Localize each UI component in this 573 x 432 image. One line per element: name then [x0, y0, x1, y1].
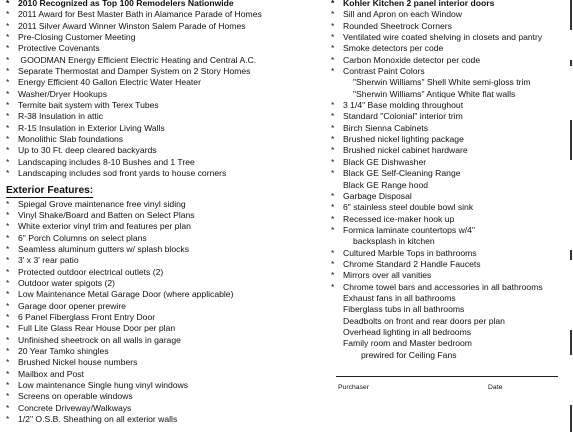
signature-block: [336, 376, 560, 389]
list-item-text: Spiegal Grove maintenance free vinyl siding: [18, 198, 186, 209]
list-item-text: Chrome Standard 2 Handle Faucets: [343, 258, 481, 269]
list-item-text: 3 1/4" Base molding throughout: [343, 100, 464, 111]
list-item: [6, 301, 326, 312]
partial-award-line: * 2010 Recognized as Top 100 Remodelers Nationwide: [6, 0, 234, 8]
bullet-star: *: [6, 134, 10, 145]
bullet-star: *: [6, 380, 10, 390]
list-item: [331, 157, 569, 168]
list-item: [6, 168, 326, 179]
list-item: [331, 225, 569, 236]
bullet-star: *: [331, 9, 335, 20]
list-item: [6, 89, 326, 100]
list-item-text: Concrete Driveway/Walkways: [18, 402, 132, 413]
list-item: [6, 255, 326, 266]
list-item: [331, 100, 569, 111]
list-item-text: Garbage Disposal: [343, 190, 412, 201]
bullet-star: *: [6, 88, 10, 99]
bullet-star: *: [6, 232, 10, 243]
list-item: [331, 77, 569, 88]
bullet-star: *: [6, 0, 10, 8]
list-item-text: Energy Efficient 40 Gallon Electric Water Heater: [18, 77, 201, 88]
list-item-text: Low maintenance Single hung vinyl windows: [18, 380, 189, 390]
bullet-star: *: [6, 198, 10, 209]
standard-features-list: [6, 9, 326, 179]
interior-features-list: [331, 9, 569, 361]
list-item-text: Separate Thermostat and Damper System on 2 Story Homes: [18, 66, 251, 77]
list-item-text: R-38 Insulation in attic: [18, 111, 104, 122]
bullet-star: *: [6, 368, 10, 379]
list-item-text: Sill and Apron on each Window: [343, 9, 462, 20]
bullet-star: *: [6, 9, 10, 20]
list-item-text: Exhaust fans in all bathrooms: [343, 292, 456, 303]
list-item-text: "Sherwin Williams" Antique White flat walls: [353, 88, 516, 99]
list-item: [331, 304, 569, 315]
bullet-star: *: [6, 145, 10, 156]
bullet-star: *: [6, 221, 10, 232]
bullet-star: *: [331, 156, 335, 167]
partial-top-line: * Kohler Kitchen 2 panel interior doors: [331, 0, 495, 8]
list-item-text: Rounded Sheetrock Corners: [343, 20, 452, 31]
list-item: [6, 357, 326, 368]
list-item: [6, 77, 326, 88]
bullet-star: *: [6, 100, 10, 111]
list-item-text: Black GE Dishwasher: [343, 156, 427, 167]
list-item: [331, 202, 569, 213]
list-item-text: R-15 Insulation in Exterior Living Walls: [18, 122, 165, 133]
list-item: [6, 199, 326, 210]
bullet-star: *: [331, 270, 335, 281]
list-item: [331, 32, 569, 43]
list-item-text: Pre-Closing Customer Meeting: [18, 32, 136, 43]
list-item-text: GOODMAN Energy Efficient Electric Heating and Central A.C.: [18, 54, 257, 65]
purchaser-label: Purchaser: [338, 384, 369, 391]
list-item-text: Standard "Colonial" interior trim: [343, 111, 463, 122]
list-item: [331, 21, 569, 32]
list-item-text: "Sherwin Williams" Shell White semi-gloss trim: [353, 77, 531, 88]
bullet-star: *: [331, 122, 335, 133]
date-label: Date: [488, 384, 503, 391]
bullet-star: *: [6, 323, 10, 334]
list-item: [6, 123, 326, 134]
list-item-text: Landscaping includes 8-10 Bushes and 1 Tree: [18, 156, 195, 167]
bullet-star: *: [331, 20, 335, 31]
bullet-star: *: [331, 54, 335, 65]
list-item: [6, 391, 326, 402]
bullet-star: *: [6, 43, 10, 54]
bullet-star: *: [6, 54, 10, 65]
bullet-star: *: [6, 414, 10, 425]
bullet-star: *: [331, 134, 335, 145]
list-item-text: Recessed ice-maker hook up: [343, 213, 455, 224]
scan-edge-marks: [569, 0, 573, 432]
list-item: [331, 236, 569, 247]
list-item: [6, 335, 326, 346]
list-item: [6, 289, 326, 300]
list-item: [331, 9, 569, 20]
list-item-text: Formica laminate countertops w/4": [343, 224, 476, 235]
list-item: [331, 66, 569, 77]
list-item: [6, 267, 326, 278]
list-item: [6, 414, 326, 425]
list-item-text: Overhead lighting in all bedrooms: [343, 326, 472, 337]
list-item: [331, 293, 569, 304]
bullet-star: *: [6, 402, 10, 413]
list-item: [331, 89, 569, 100]
list-item: [6, 43, 326, 54]
bullet-star: *: [6, 311, 10, 322]
list-item-text: Landscaping includes sod front yards to house corners: [18, 168, 227, 179]
list-item: [331, 134, 569, 145]
list-item: [6, 221, 326, 232]
list-item: [6, 66, 326, 77]
list-item: [6, 157, 326, 168]
list-item: [331, 282, 569, 293]
bullet-star: *: [331, 66, 335, 77]
list-item: [6, 210, 326, 221]
bullet-star: *: [331, 168, 335, 179]
list-item: [6, 380, 326, 391]
list-item: [6, 145, 326, 156]
list-item: [331, 316, 569, 327]
bullet-star: *: [6, 66, 10, 77]
bullet-star: *: [6, 300, 10, 311]
list-item: [6, 244, 326, 255]
bullet-star: *: [6, 32, 10, 43]
list-item-text: Protective Covenants: [18, 43, 100, 54]
bullet-star: *: [331, 145, 335, 156]
list-item-text: Smoke detectors per code: [343, 43, 444, 54]
bullet-star: *: [6, 209, 10, 220]
list-item: [331, 123, 569, 134]
list-item: [331, 55, 569, 66]
bullet-star: *: [331, 43, 335, 54]
list-item-text: 2011 Silver Award Winner Winston Salem Parade of Homes: [18, 20, 246, 31]
list-item: [6, 32, 326, 43]
bullet-star: *: [6, 243, 10, 254]
right-column: [331, 0, 569, 361]
list-item: [6, 323, 326, 334]
bullet-star: *: [6, 334, 10, 345]
list-item: [331, 43, 569, 54]
list-item-text: Black GE Self-Cleaning Range: [343, 168, 461, 179]
list-item-text: Termite bait system with Terex Tubes: [18, 100, 159, 111]
list-item: [331, 270, 569, 281]
bullet-star: *: [331, 100, 335, 111]
list-item: [331, 145, 569, 156]
list-item-text: Fiberglass tubs in all bathrooms: [343, 304, 465, 315]
list-item-text: Mirrors over all vanities: [343, 270, 432, 281]
left-column: [6, 0, 326, 425]
list-item-text: Washer/Dryer Hookups: [18, 88, 107, 99]
bullet-star: *: [331, 202, 335, 213]
list-item-text: Family room and Master bedroom: [343, 338, 472, 349]
bullet-star: *: [6, 289, 10, 300]
bullet-star: *: [6, 255, 10, 266]
list-item-text: Cultured Marble Tops in bathrooms: [343, 247, 477, 258]
list-item: [6, 233, 326, 244]
list-item: [6, 134, 326, 145]
bullet-star: *: [6, 357, 10, 368]
list-item: [6, 111, 326, 122]
list-item: [6, 9, 326, 20]
list-item-text: Unfinished sheetrock on all walls in garage: [18, 334, 181, 345]
bullet-star: *: [6, 122, 10, 133]
list-item: [331, 350, 569, 361]
bullet-star: *: [6, 77, 10, 88]
exterior-features-list: [6, 199, 326, 426]
list-item-text: 1/2" O.S.B. Sheathing on all exterior walls: [18, 414, 178, 425]
list-item-text: Garage door opener prewire: [18, 300, 126, 311]
list-item: [6, 403, 326, 414]
bullet-star: *: [6, 277, 10, 288]
bullet-star: *: [331, 281, 335, 292]
bullet-star: *: [6, 345, 10, 356]
list-item-text: Birch Sienna Cabinets: [343, 122, 429, 133]
list-item-text: Black GE Range hood: [343, 179, 429, 190]
list-item-text: Full Lite Glass Rear House Door per plan: [18, 323, 176, 334]
list-item: [6, 312, 326, 323]
bullet-star: *: [6, 111, 10, 122]
list-item-text: Chrome towel bars and accessories in all bathrooms: [343, 281, 543, 292]
list-item: [331, 327, 569, 338]
bullet-star: *: [331, 190, 335, 201]
list-item-text: White exterior vinyl trim and features per plan: [18, 221, 191, 232]
list-item-text: Ventilated wire coated shelving in closets and pantry: [343, 32, 543, 43]
list-item-text: Brushed nickel lighting package: [343, 134, 464, 145]
list-item: [331, 111, 569, 122]
list-item-text: Screens on operable windows: [18, 391, 133, 402]
list-item: [6, 346, 326, 357]
bullet-star: *: [331, 224, 335, 235]
bullet-star: *: [331, 258, 335, 269]
list-item-text: Brushed Nickel house numbers: [18, 357, 138, 368]
list-item: [6, 369, 326, 380]
list-item: [331, 168, 569, 179]
list-item: [6, 21, 326, 32]
list-item: [331, 214, 569, 225]
list-item: [6, 100, 326, 111]
list-item: [331, 191, 569, 202]
list-item-text: Seamless aluminum gutters w/ splash blocks: [18, 243, 189, 254]
list-item-text: Outdoor water spigots (2): [18, 277, 115, 288]
bullet-star: *: [331, 111, 335, 122]
bullet-star: *: [6, 266, 10, 277]
list-item-text: Vinyl Shake/Board and Batten on Select Plans: [18, 209, 195, 220]
list-item-text: Low Maintenance Metal Garage Door (where applicable): [18, 289, 234, 300]
list-item-text: Carbon Monoxide detector per code: [343, 54, 481, 65]
list-item: [6, 278, 326, 289]
list-item-text: Contrast Paint Colors: [343, 66, 425, 77]
bullet-star: *: [331, 247, 335, 258]
list-item-text: 2011 Award for Best Master Bath in Alamance Parade of Homes: [18, 9, 262, 20]
list-item-text: backsplash in kitchen: [353, 236, 435, 247]
list-item-text: Monolithic Slab foundations: [18, 134, 124, 145]
list-item-text: 3' x 3' rear patio: [18, 255, 79, 266]
list-item-text: Brushed nickel cabinet hardware: [343, 145, 468, 156]
list-item-text: 20 Year Tamko shingles: [18, 345, 109, 356]
list-item-text: 6" stainless steel double bowl sink: [343, 202, 474, 213]
list-item: [331, 259, 569, 270]
list-item: [331, 180, 569, 191]
bullet-star: *: [331, 213, 335, 224]
list-item-text: Protected outdoor electrical outlets (2): [18, 266, 164, 277]
exterior-features-heading: Exterior Features:: [6, 184, 94, 196]
bullet-star: *: [6, 156, 10, 167]
bullet-star: *: [6, 391, 10, 402]
list-item-text: Deadbolts on front and rear doors per plan: [343, 315, 505, 326]
list-item: [331, 248, 569, 259]
list-item-text: 6" Porch Columns on select plans: [18, 232, 147, 243]
bullet-star: *: [6, 20, 10, 31]
list-item: [6, 55, 326, 66]
bullet-star: *: [6, 168, 10, 179]
list-item-text: 6 Panel Fiberglass Front Entry Door: [18, 311, 156, 322]
list-item-text: prewired for Ceiling Fans: [361, 349, 457, 360]
list-item-text: Up to 30 Ft. deep cleared backyards: [18, 145, 157, 156]
bullet-star: *: [331, 32, 335, 43]
list-item-text: Mailbox and Post: [18, 368, 84, 379]
list-item: [331, 338, 569, 349]
